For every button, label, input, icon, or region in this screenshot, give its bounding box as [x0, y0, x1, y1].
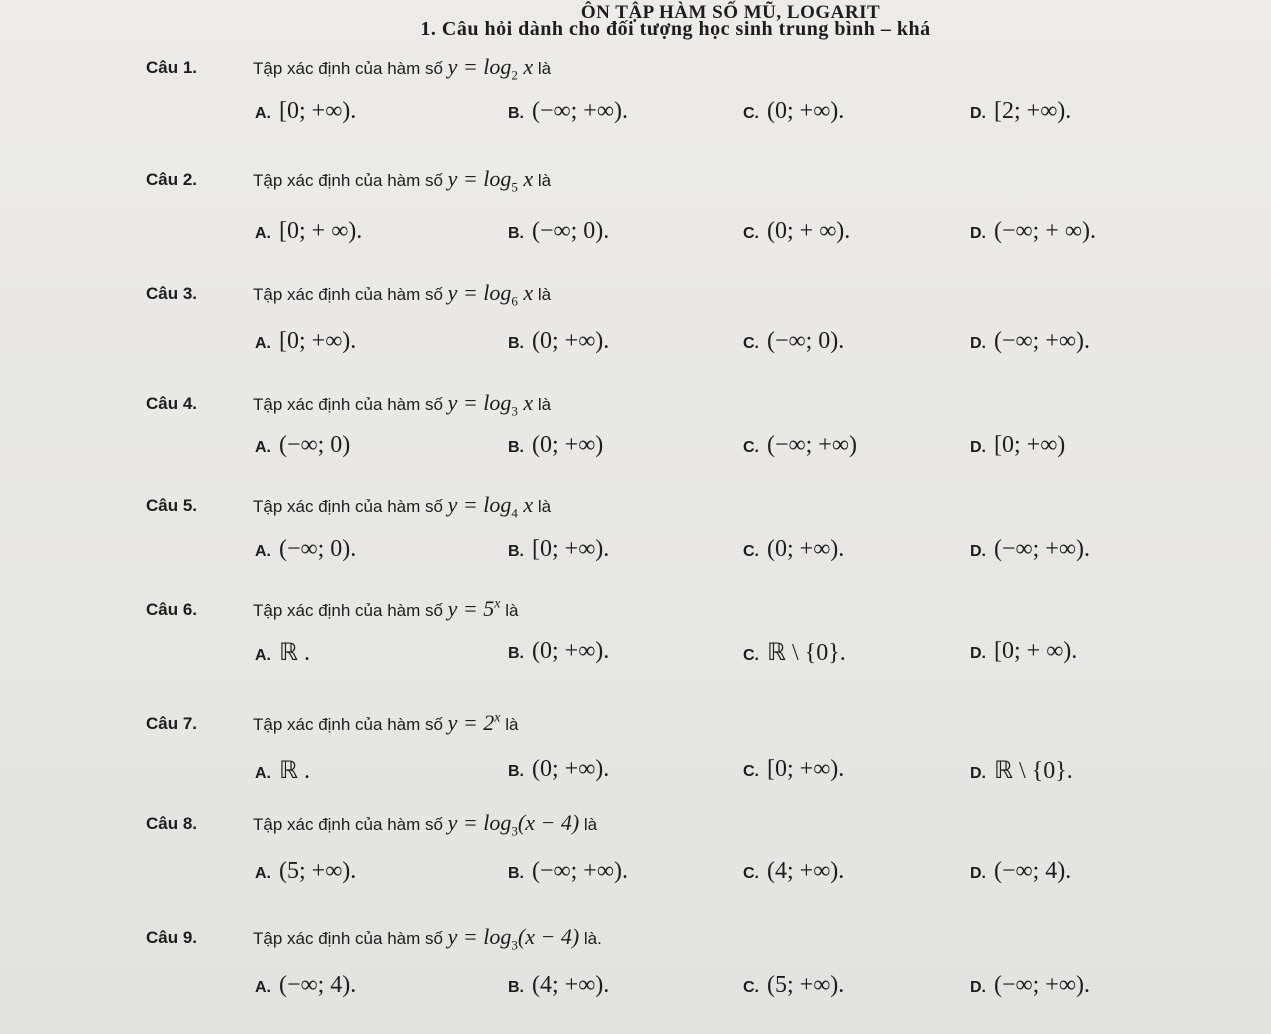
option-label: B. — [508, 865, 524, 882]
answer-option-d[interactable] — [970, 756, 1073, 785]
option-value: (−∞; 0). — [767, 328, 845, 354]
answer-option-a[interactable] — [255, 98, 356, 125]
document-title: ÔN TẬP HÀM SỐ MŨ, LOGARIT — [580, 2, 881, 23]
option-value: (−∞; 0). — [532, 218, 610, 244]
function-formula — [447, 54, 534, 83]
question-number: Câu 3. — [146, 284, 198, 303]
option-value: (−∞; +∞). — [532, 98, 628, 124]
answer-option-a[interactable] — [255, 638, 310, 667]
question-prompt — [253, 596, 518, 622]
option-label: B. — [508, 225, 524, 242]
option-label: C. — [743, 335, 759, 352]
function-name: y = log — [447, 924, 512, 949]
option-label: D. — [970, 105, 986, 122]
option-value: (4; +∞). — [767, 858, 845, 884]
function-name: y = log — [447, 810, 512, 835]
answer-option-a[interactable] — [255, 432, 350, 459]
option-value: [0; +∞). — [279, 328, 357, 354]
option-value: ℝ . — [279, 640, 311, 666]
option-label: B. — [508, 763, 524, 780]
option-label: A. — [255, 335, 271, 352]
option-label: A. — [255, 765, 271, 782]
option-value: ℝ \ {0}. — [767, 640, 846, 666]
question-prompt — [253, 710, 518, 736]
option-label: D. — [970, 225, 986, 242]
option-label: B. — [508, 439, 524, 456]
prompt-tail: là — [533, 285, 552, 304]
answer-option-c[interactable] — [743, 638, 846, 667]
answer-option-c[interactable] — [743, 328, 844, 355]
prompt-text: Tập xác định của hàm số — [253, 715, 448, 734]
prompt-text: Tập xác định của hàm số — [253, 395, 448, 414]
function-argument: x — [517, 54, 534, 79]
option-label: C. — [743, 543, 759, 560]
option-label: C. — [743, 105, 759, 122]
question-prompt — [253, 166, 551, 195]
option-label: C. — [743, 439, 759, 456]
exponent: x — [494, 710, 501, 726]
option-label: B. — [508, 543, 524, 560]
option-label: D. — [970, 439, 986, 456]
question-prompt — [253, 54, 551, 83]
answer-option-a[interactable] — [255, 328, 356, 355]
option-label: C. — [743, 865, 759, 882]
answer-option-c[interactable] — [743, 536, 844, 563]
exponent: x — [494, 596, 501, 612]
function-formula — [448, 596, 501, 621]
option-value: [0; +∞) — [994, 432, 1066, 458]
function-name: y = 2 — [447, 710, 495, 735]
answer-option-c[interactable] — [743, 218, 850, 245]
option-value: (0; +∞). — [767, 98, 845, 124]
function-formula — [447, 924, 580, 953]
answer-option-c[interactable] — [743, 98, 844, 125]
option-value: [0; +∞). — [532, 536, 610, 562]
option-label: D. — [970, 865, 986, 882]
option-value: (−∞; +∞). — [994, 972, 1090, 998]
answer-option-a[interactable] — [255, 536, 356, 563]
answer-option-b[interactable] — [508, 972, 609, 999]
answer-option-b[interactable] — [508, 218, 609, 245]
option-label: A. — [255, 105, 271, 122]
prompt-text: Tập xác định của hàm số — [253, 815, 448, 834]
option-label: D. — [970, 645, 986, 662]
prompt-tail: là — [533, 395, 552, 414]
option-value: (−∞; +∞). — [994, 536, 1090, 562]
answer-option-d[interactable] — [970, 98, 1071, 125]
question-number: Câu 4. — [146, 394, 198, 413]
answer-option-c[interactable] — [743, 432, 857, 459]
answer-option-b[interactable] — [508, 858, 628, 885]
question-number: Câu 8. — [146, 814, 198, 833]
option-value: (5; +∞). — [279, 858, 357, 884]
option-label: A. — [255, 647, 271, 664]
option-value: (−∞; +∞). — [532, 858, 628, 884]
option-value: (0; +∞). — [532, 756, 610, 782]
option-label: D. — [970, 979, 986, 996]
answer-option-a[interactable] — [255, 756, 310, 785]
question-number: Câu 2. — [146, 170, 198, 189]
function-formula — [447, 166, 534, 195]
option-label: C. — [743, 647, 759, 664]
answer-option-d[interactable] — [970, 218, 1096, 245]
answer-option-c[interactable] — [743, 756, 844, 783]
option-label: A. — [255, 439, 271, 456]
option-value: (−∞; 0). — [279, 536, 357, 562]
question-prompt — [253, 810, 597, 839]
log-base: 3 — [511, 403, 518, 419]
answer-option-d[interactable] — [970, 638, 1077, 665]
prompt-text: Tập xác định của hàm số — [253, 601, 448, 620]
prompt-text: Tập xác định của hàm số — [253, 59, 448, 78]
prompt-text: Tập xác định của hàm số — [253, 497, 448, 516]
option-label: D. — [970, 543, 986, 560]
question-prompt — [253, 390, 551, 419]
log-base: 4 — [511, 505, 518, 521]
option-value: (0; +∞). — [532, 328, 610, 354]
function-name: y = log — [447, 390, 512, 415]
question-number: Câu 5. — [146, 496, 198, 515]
answer-option-b[interactable] — [508, 638, 609, 665]
option-value: (−∞; 0) — [279, 432, 351, 458]
function-formula — [447, 390, 534, 419]
answer-option-d[interactable] — [970, 432, 1065, 459]
answer-option-c[interactable] — [743, 972, 844, 999]
answer-option-d[interactable] — [970, 328, 1090, 355]
section-heading: 1. Câu hỏi dành cho đối tượng học sinh trung bình – khá — [420, 18, 931, 40]
question-prompt — [253, 280, 551, 309]
log-base: 5 — [511, 179, 518, 195]
question-prompt — [253, 492, 551, 521]
function-argument: x — [517, 166, 534, 191]
function-formula — [447, 810, 580, 839]
question-prompt — [253, 924, 602, 953]
answer-option-b[interactable] — [508, 756, 609, 783]
option-value: [0; +∞). — [279, 98, 357, 124]
log-base: 3 — [511, 937, 518, 953]
log-base: 3 — [511, 823, 518, 839]
option-value: ℝ \ {0}. — [994, 758, 1073, 784]
prompt-tail: là — [533, 497, 552, 516]
prompt-tail: là — [533, 59, 552, 78]
option-value: [0; + ∞). — [994, 638, 1078, 664]
question-number: Câu 9. — [146, 928, 198, 947]
option-label: A. — [255, 865, 271, 882]
prompt-tail: là — [500, 715, 519, 734]
prompt-text: Tập xác định của hàm số — [253, 929, 448, 948]
answer-option-d[interactable] — [970, 972, 1090, 999]
answer-option-b[interactable] — [508, 328, 609, 355]
option-value: (−∞; 4). — [994, 858, 1072, 884]
answer-option-b[interactable] — [508, 536, 609, 563]
prompt-text: Tập xác định của hàm số — [253, 171, 448, 190]
option-value: (0; +∞). — [767, 536, 845, 562]
function-argument: x — [517, 280, 534, 305]
prompt-tail: là — [500, 601, 519, 620]
option-value: (−∞; 4). — [279, 972, 357, 998]
function-name: y = log — [447, 280, 512, 305]
option-value: (−∞; +∞) — [767, 432, 857, 458]
option-value: [0; + ∞). — [279, 218, 363, 244]
option-value: (0; + ∞). — [767, 218, 851, 244]
answer-option-a[interactable] — [255, 972, 356, 999]
option-label: C. — [743, 763, 759, 780]
option-value: (5; +∞). — [767, 972, 845, 998]
answer-option-c[interactable] — [743, 858, 844, 885]
log-base: 2 — [511, 67, 518, 83]
option-value: [2; +∞). — [994, 98, 1072, 124]
option-value: (−∞; + ∞). — [994, 218, 1096, 244]
option-value: (−∞; +∞). — [994, 328, 1090, 354]
answer-option-b[interactable] — [508, 432, 603, 459]
option-value: (4; +∞). — [532, 972, 610, 998]
prompt-tail: là — [533, 171, 552, 190]
function-argument: (x − 4) — [517, 810, 580, 835]
question-number: Câu 6. — [146, 600, 198, 619]
option-value: [0; +∞). — [767, 756, 845, 782]
prompt-tail: là — [579, 815, 598, 834]
option-label: D. — [970, 335, 986, 352]
option-label: D. — [970, 765, 986, 782]
answer-option-d[interactable] — [970, 858, 1071, 885]
answer-option-b[interactable] — [508, 98, 628, 125]
question-number: Câu 7. — [146, 714, 198, 733]
option-label: A. — [255, 543, 271, 560]
answer-option-a[interactable] — [255, 218, 362, 245]
function-name: y = log — [447, 492, 512, 517]
option-label: B. — [508, 645, 524, 662]
option-label: B. — [508, 105, 524, 122]
function-name: y = log — [447, 54, 512, 79]
function-name: y = 5 — [447, 596, 495, 621]
option-value: (0; +∞) — [532, 432, 604, 458]
log-base: 6 — [511, 293, 518, 309]
function-formula — [448, 710, 501, 735]
option-label: B. — [508, 335, 524, 352]
answer-option-a[interactable] — [255, 858, 356, 885]
option-label: C. — [743, 225, 759, 242]
option-label: A. — [255, 225, 271, 242]
prompt-tail: là. — [579, 929, 602, 948]
prompt-text: Tập xác định của hàm số — [253, 285, 448, 304]
question-number: Câu 1. — [146, 58, 198, 77]
option-label: B. — [508, 979, 524, 996]
function-argument: x — [517, 492, 534, 517]
option-value: (0; +∞). — [532, 638, 610, 664]
function-formula — [447, 492, 534, 521]
option-label: C. — [743, 979, 759, 996]
option-label: A. — [255, 979, 271, 996]
answer-option-d[interactable] — [970, 536, 1090, 563]
function-argument: (x − 4) — [517, 924, 580, 949]
function-argument: x — [517, 390, 534, 415]
option-value: ℝ . — [279, 758, 311, 784]
function-formula — [447, 280, 534, 309]
function-name: y = log — [447, 166, 512, 191]
